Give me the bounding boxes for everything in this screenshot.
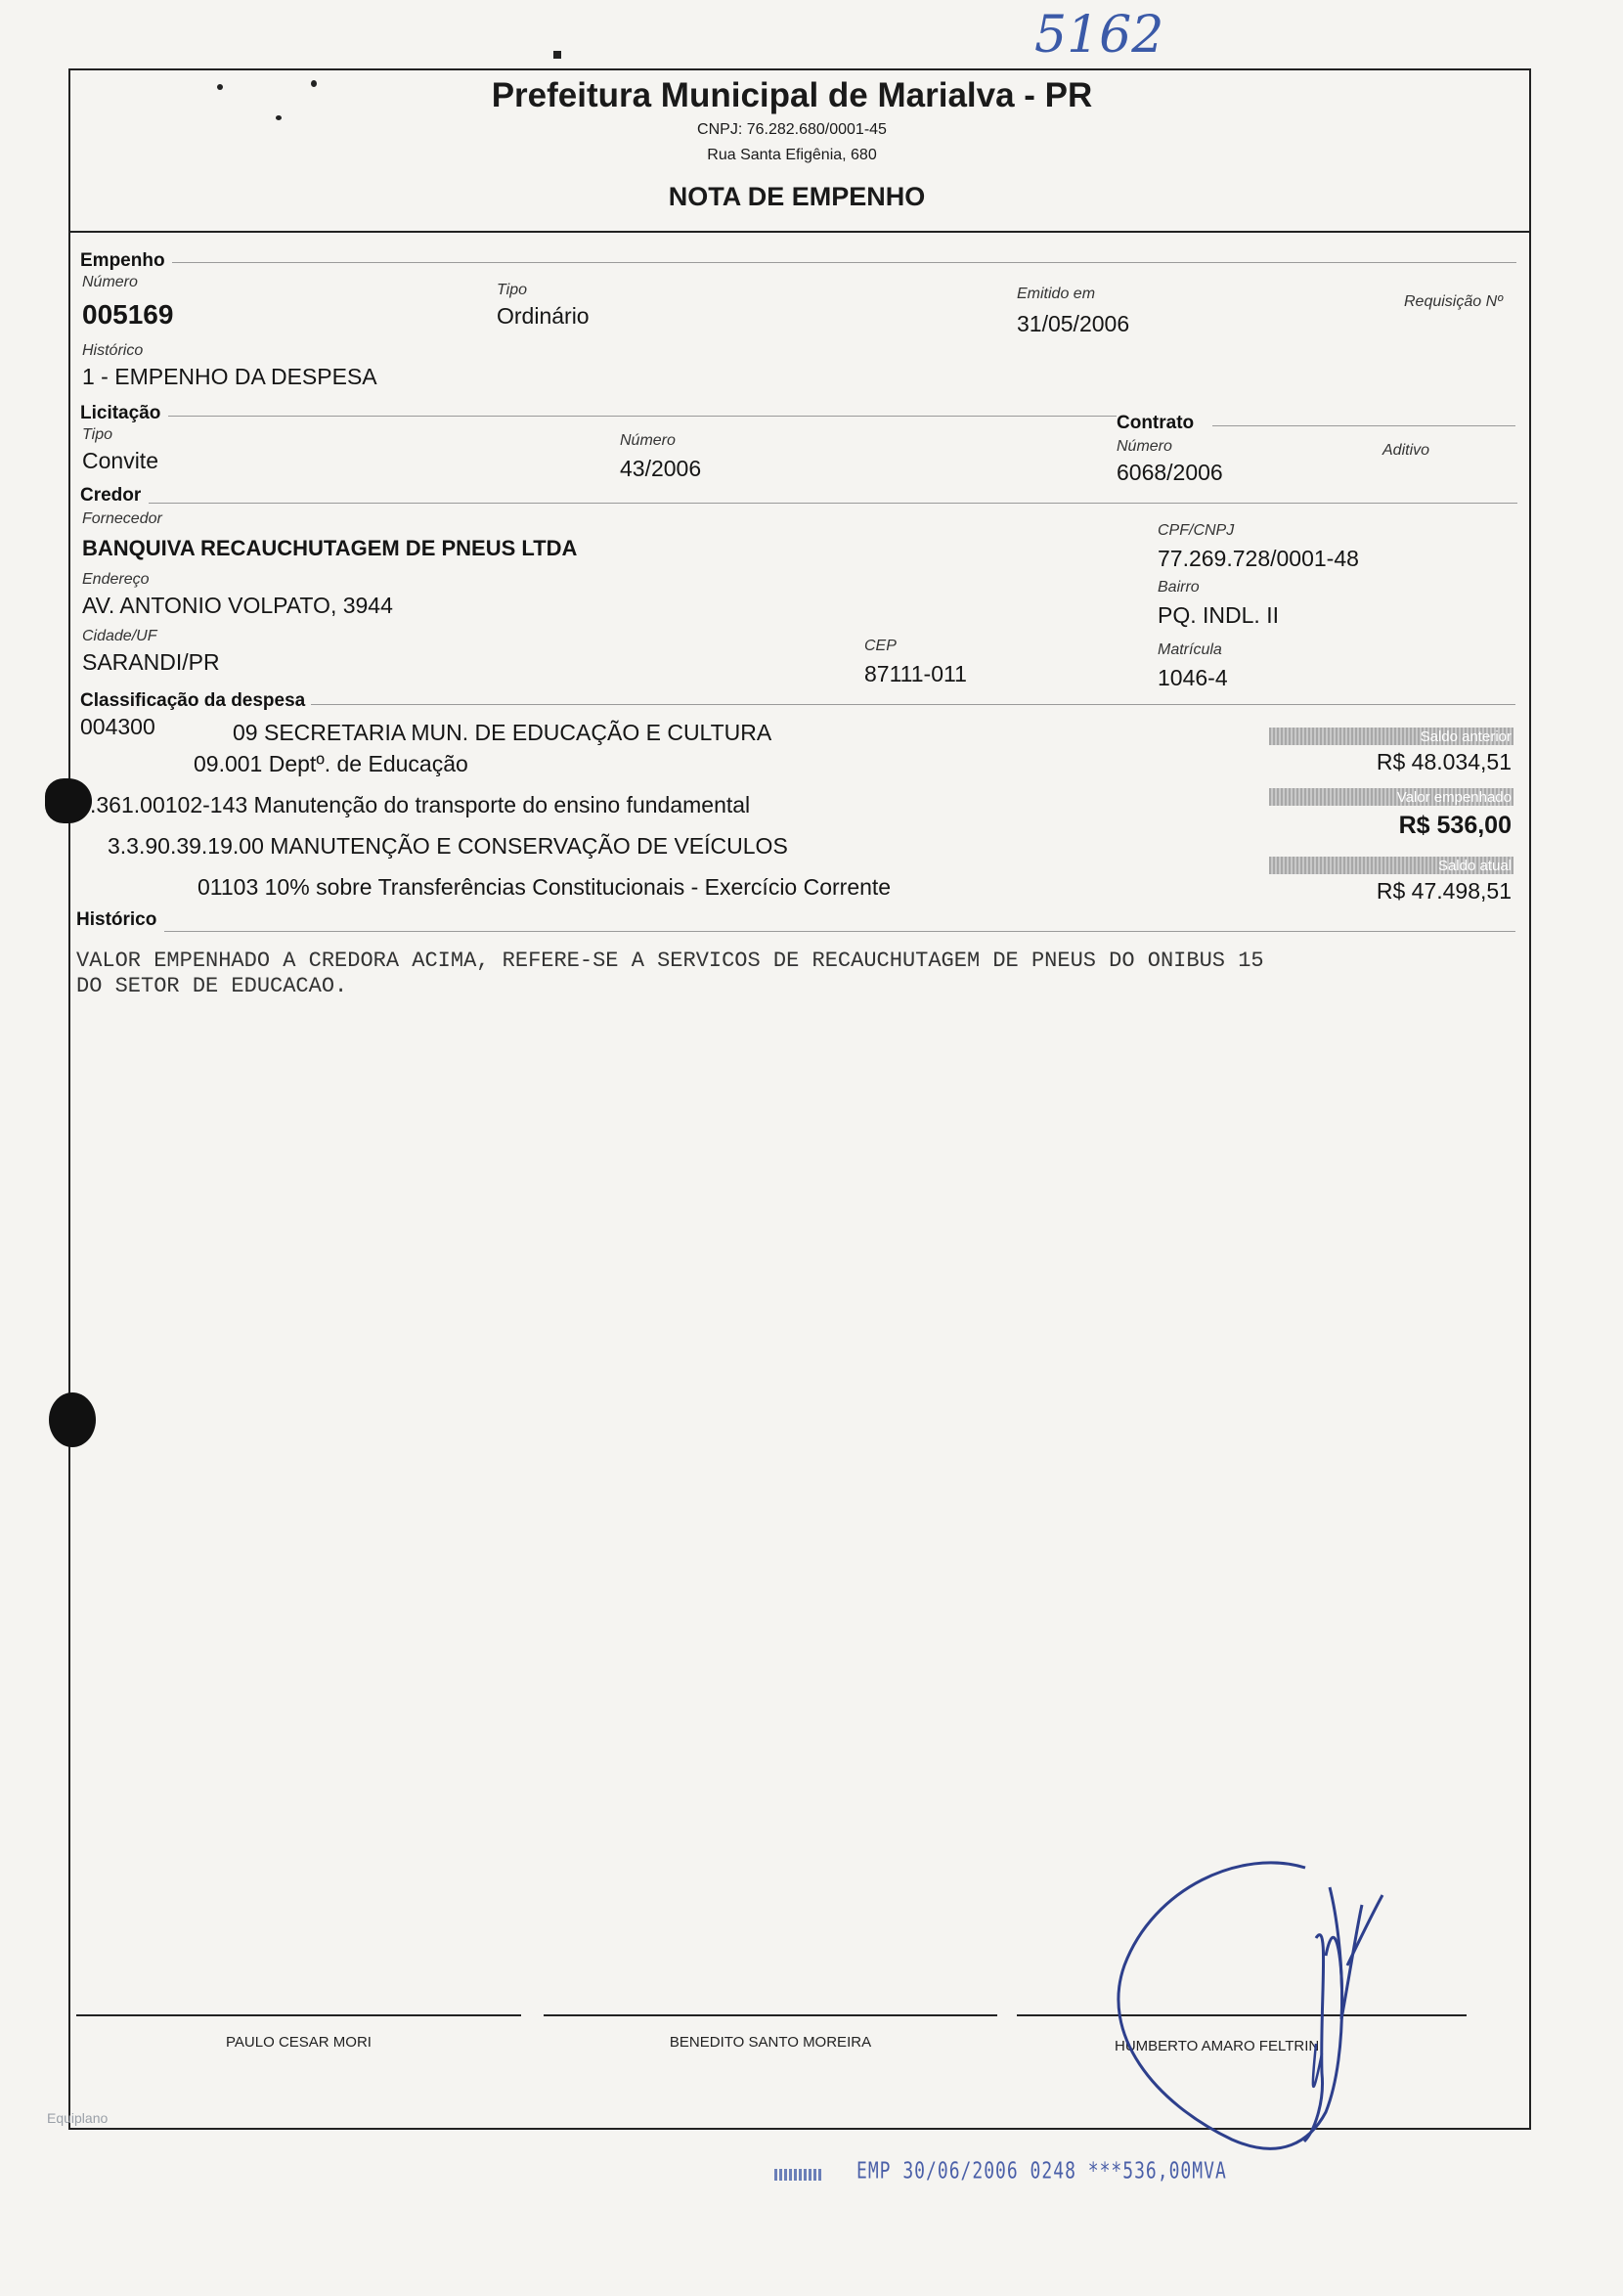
- matricula-value: 1046-4: [1158, 665, 1228, 690]
- historico-linha1: VALOR EMPENHADO A CREDORA ACIMA, REFERE-SE A SERVICOS DE RECAUCHUTAGEM DE PNEUS DO ONIBUS 15: [76, 949, 1264, 973]
- saldo-anterior-label: Saldo anterior: [1420, 729, 1512, 745]
- licitacao-tipo: Convite: [82, 448, 158, 473]
- section-rule: [172, 262, 1516, 263]
- section-licitacao: Licitação: [80, 403, 161, 423]
- scan-speck: [276, 115, 282, 120]
- address-line: Rua Santa Efigênia, 680: [707, 147, 877, 163]
- empenho-numero: 005169: [82, 299, 174, 330]
- section-credor: Credor: [80, 485, 142, 506]
- section-rule: [1212, 425, 1515, 426]
- saldo-atual-label: Saldo atual: [1437, 858, 1512, 874]
- signature-line: [544, 2014, 997, 2016]
- document-title: NOTA DE EMPENHO: [668, 182, 926, 211]
- classificacao-linha4: 3.3.90.39.19.00 MANUTENÇÃO E CONSERVAÇÃO DE VEÍCULOS: [108, 833, 788, 859]
- saldo-anterior-value: R$ 48.034,51: [1376, 749, 1512, 774]
- section-rule: [311, 704, 1515, 705]
- stamp-icon: [774, 2169, 821, 2181]
- contrato-numero-label: Número: [1117, 438, 1172, 455]
- cep-value: 87111-011: [864, 661, 967, 686]
- valor-empenhado-label: Valor empenhado: [1396, 789, 1512, 806]
- section-rule: [164, 931, 1515, 932]
- section-contrato: Contrato: [1117, 413, 1195, 433]
- empenho-tipo-label: Tipo: [497, 282, 527, 298]
- requisicao-label: Requisição Nº: [1404, 293, 1503, 310]
- signature-line: [76, 2014, 521, 2016]
- contrato-numero: 6068/2006: [1117, 460, 1223, 485]
- bottom-stamp: EMP 30/06/2006 0248 ***536,00MVA: [856, 2157, 1227, 2186]
- matricula-label: Matrícula: [1158, 641, 1222, 658]
- endereco-label: Endereço: [82, 571, 150, 588]
- classificacao-linha1: 09 SECRETARIA MUN. DE EDUCAÇÃO E CULTURA: [233, 720, 772, 745]
- fornecedor-label: Fornecedor: [82, 510, 162, 527]
- section-classificacao: Classificação da despesa: [80, 690, 306, 711]
- scan-speck: [553, 51, 561, 59]
- saldo-atual-value: R$ 47.498,51: [1376, 878, 1512, 904]
- signature-name-2: BENEDITO SANTO MOREIRA: [669, 2034, 872, 2051]
- punch-hole: [45, 778, 92, 823]
- emitido-value: 31/05/2006: [1017, 311, 1130, 336]
- licitacao-numero: 43/2006: [620, 456, 702, 481]
- cidade-label: Cidade/UF: [82, 628, 157, 644]
- cpf-label: CPF/CNPJ: [1158, 522, 1235, 539]
- classificacao-codigo: 004300: [80, 714, 155, 739]
- endereco-value: AV. ANTONIO VOLPATO, 3944: [82, 593, 393, 618]
- section-historico: Histórico: [76, 909, 157, 930]
- handwritten-signature: [1095, 1848, 1427, 2161]
- empenho-tipo: Ordinário: [497, 303, 590, 329]
- cidade-value: SARANDI/PR: [82, 649, 220, 675]
- empenho-historico-label: Histórico: [82, 342, 144, 359]
- footer-brand: Equiplano: [47, 2110, 109, 2126]
- empenho-numero-label: Número: [82, 274, 138, 290]
- cnpj-line: CNPJ: 76.282.680/0001-45: [697, 121, 887, 138]
- fornecedor-value: BANQUIVA RECAUCHUTAGEM DE PNEUS LTDA: [82, 536, 578, 560]
- signature-name-3: HUMBERTO AMARO FELTRIN: [1115, 2038, 1320, 2054]
- empenho-historico: 1 - EMPENHO DA DESPESA: [82, 364, 377, 389]
- historico-linha2: DO SETOR DE EDUCACAO.: [76, 974, 348, 998]
- bairro-label: Bairro: [1158, 579, 1200, 596]
- licitacao-numero-label: Número: [620, 432, 676, 449]
- classificacao-linha3: .361.00102-143 Manutenção do transporte do ensino fundamental: [90, 792, 751, 817]
- licitacao-tipo-label: Tipo: [82, 426, 112, 443]
- valor-empenhado-value: R$ 536,00: [1398, 812, 1512, 839]
- cep-label: CEP: [864, 638, 897, 654]
- page-title: Prefeitura Municipal de Marialva - PR: [491, 76, 1093, 114]
- punch-hole: [49, 1392, 96, 1447]
- handwritten-number: 5162: [1034, 6, 1164, 65]
- header-divider: [68, 231, 1531, 233]
- aditivo-label: Aditivo: [1382, 442, 1430, 459]
- emitido-label: Emitido em: [1017, 286, 1096, 302]
- section-rule: [168, 416, 1117, 417]
- signature-name-1: PAULO CESAR MORI: [226, 2034, 372, 2051]
- classificacao-linha5: 01103 10% sobre Transferências Constitucionais - Exercício Corrente: [197, 874, 892, 900]
- section-empenho: Empenho: [80, 250, 165, 271]
- bairro-value: PQ. INDL. II: [1158, 602, 1279, 628]
- cpf-value: 77.269.728/0001-48: [1158, 546, 1359, 571]
- section-rule: [149, 503, 1517, 504]
- classificacao-linha2: 09.001 Deptº. de Educação: [194, 751, 468, 776]
